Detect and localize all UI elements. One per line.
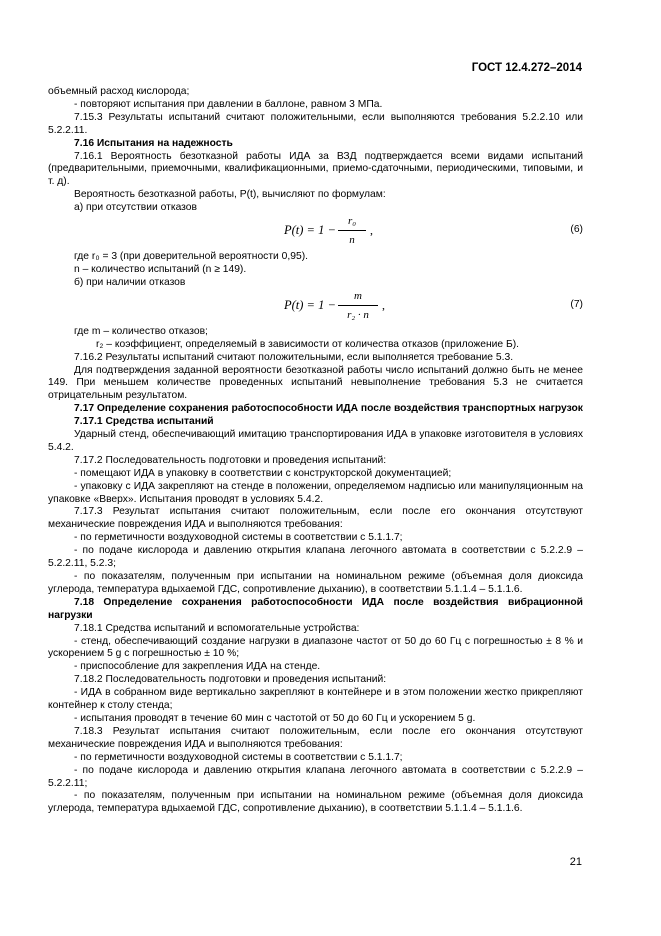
text-line: - повторяют испытания при давлении в баллоне, равном 3 МПа.: [74, 98, 383, 110]
text-line: 7.18.3 Результат испытания считают положительным, если после его окончания отсутствуют механические повреждения ИДА и выполняются требования:: [48, 725, 583, 750]
text-line: - по показателям, полученным при испытании на номинальном режиме (объемная доля диоксида углерода, температура вдыхаемой ГДС, сопротивление дыханию), в соответствии 5.1.1.4 – 5.1.1.6.: [48, 790, 583, 815]
formula-6: P(t) = 1 − r₀ n , (6): [284, 215, 583, 246]
text-line: 7.16.2 Результаты испытаний считают положительными, если выполняется требование 5.3.: [74, 351, 514, 363]
formula-7: P(t) = 1 − m r₂ · n , (7): [284, 289, 583, 321]
text-line: Вероятность безотказной работы, P(t), вычисляют по формулам:: [74, 189, 386, 201]
text-line: 7.18.2 Последовательность подготовки и проведения испытаний:: [74, 674, 387, 686]
text-line: 7.17.3 Результат испытания считают положительным, если после его окончания отсутствуют механические повреждения ИДА и выполняются требования:: [48, 506, 583, 531]
text-line: - по герметичности воздуховодной системы в соответствии с 5.1.1.7;: [74, 532, 403, 544]
text-line: - испытания проводят в течение 60 мин с частотой от 50 до 60 Гц и ускорением 5 g.: [74, 712, 476, 724]
formula-fraction: [338, 290, 378, 322]
document-body: [48, 86, 583, 816]
subsection-heading: 7.17.1 Средства испытаний: [74, 416, 214, 428]
formula-denominator: n: [349, 233, 355, 246]
text-line: - упаковку с ИДА закрепляют на стенде в положении, определяемом надписью или манипуляционным на упаковке «Вверх». Испытания проводят в условиях 5.4.2.: [48, 480, 583, 505]
document-header: ГОСТ 12.4.272–2014: [471, 62, 582, 74]
text-line: n – количество испытаний (n ≥ 149).: [74, 263, 247, 275]
text-line: где r₀ = 3 (при доверительной вероятности 0,95).: [74, 251, 308, 263]
equation-number: (7): [570, 298, 583, 310]
text-line: Ударный стенд, обеспечивающий имитацию транспортирования ИДА в упаковке изготовителя в условиях 5.4.2.: [48, 429, 583, 453]
section-heading: 7.16 Испытания на надежность: [74, 137, 233, 149]
formula-numerator: m: [354, 289, 362, 302]
page-number: 21: [569, 856, 582, 868]
text-line: - приспособление для закрепления ИДА на стенде.: [74, 661, 321, 673]
text-line: 7.18.1 Средства испытаний и вспомогательные устройства:: [74, 622, 360, 634]
text-line: Для подтверждения заданной вероятности безотказной работы число испытаний должно быть не менее 149. При меньшем количестве проведенных испытаний невыполнение требования 5.3 не считается отрицательным результатом.: [48, 364, 583, 402]
text-line: 7.17.2 Последовательность подготовки и проведения испытаний:: [74, 454, 387, 466]
section-heading: 7.18 Определение сохранения работоспособности ИДА после воздействия вибрационной нагрузки: [48, 596, 583, 621]
equation-number: (6): [570, 224, 583, 236]
text-line: - по подаче кислорода и давлению открытия клапана легочного автомата в соответствии с 5.2.2.9 – 5.2.2.11, 5.2.3;: [48, 545, 583, 570]
text-line: б) при наличии отказов: [74, 276, 186, 288]
text-line: - помещают ИДА в упаковку в соответствии с конструкторской документацией;: [74, 467, 452, 479]
formula-fraction: [338, 215, 366, 247]
text-line: - по подаче кислорода и давлению открытия клапана легочного автомата в соответствии с 5.2.2.9 – 5.2.2.11;: [48, 764, 583, 789]
text-line: r₂ – коэффициент, определяемый в зависимости от количества отказов (приложение Б).: [96, 338, 520, 350]
formula-denominator: r₂ · n: [347, 308, 369, 321]
text-line: а) при отсутствии отказов: [74, 202, 197, 214]
text-line: - по герметичности воздуховодной системы в соответствии с 5.1.1.7;: [74, 751, 403, 763]
text-line: где m – количество отказов;: [74, 325, 208, 337]
text-line: - по показателям, полученным при испытании на номинальном режиме (объемная доля диоксида углерода, температура вдыхаемой ГДС, сопротивление дыханию), в соответствии 5.1.1.4 – 5.1.1.6.: [48, 571, 583, 595]
text-line: 7.15.3 Результаты испытаний считают положительными, если выполняются требования 5.2.2.10 или 5.2.2.11.: [48, 111, 583, 136]
text-line: - стенд, обеспечивающий создание нагрузки в диапазоне частот от 50 до 60 Гц с погрешностью ± 8 % и ускорением 5 g с погрешностью ± 10 %;: [48, 635, 583, 660]
formula-lhs: P(t) = 1 −: [284, 297, 336, 312]
section-heading: 7.17 Определение сохранения работоспособности ИДА после воздействия транспортных нагрузок: [74, 403, 583, 415]
formula-lhs: P(t) = 1 −: [284, 223, 336, 238]
text-line: 7.16.1 Вероятность безотказной работы ИДА за ВЗД подтверждается всеми видами испытаний (предварительными, приемочными, квалификационными, приемо-сдаточными, периодическими, типовыми, и т. д).: [48, 150, 583, 188]
text-line: объемный расход кислорода;: [48, 86, 190, 97]
formula-numerator: r₀: [347, 215, 357, 228]
text-line: - ИДА в собранном виде вертикально закрепляют в контейнере и в этом положении жестко прикрепляют контейнер к столу стенда;: [48, 687, 583, 712]
